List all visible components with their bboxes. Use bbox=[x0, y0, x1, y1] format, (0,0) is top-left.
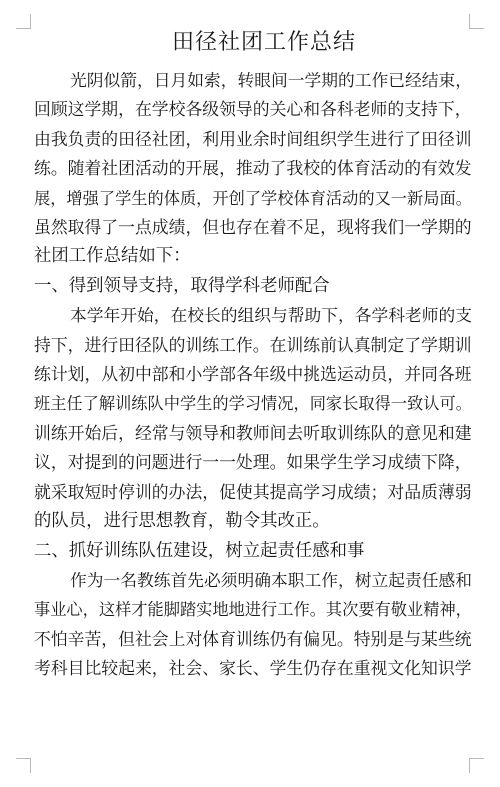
document-title: 田径社团工作总结 bbox=[171, 30, 356, 55]
paragraph-line: 就采取短时停训的办法，促使其提高学习成绩；对品质薄弱 bbox=[34, 481, 472, 502]
paragraph-line: 练计划，从初中部和小学部各年级中挑选运动员，并同各班 bbox=[34, 364, 472, 385]
section-heading-2: 二、抓好训练队伍建设，树立起责任感和事 bbox=[34, 540, 365, 561]
paragraph-line: 本学年开始，在校长的组织与帮助下，各学科老师的支 bbox=[70, 305, 473, 326]
paragraph-line: 由我负责的田径社团，利用业余时间组织学生进行了田径训 bbox=[34, 128, 472, 149]
section-heading-1: 一、得到领导支持，取得学科老师配合 bbox=[34, 275, 330, 296]
page-corner-mark-top-left bbox=[16, 14, 31, 29]
paragraph-line: 社团工作总结如下： bbox=[34, 246, 191, 267]
intro-paragraph bbox=[34, 66, 474, 272]
paragraph-line: 考科目比较起来，社会、家长、学生仍存在重视文化知识学 bbox=[34, 658, 472, 679]
paragraph-line: 回顾这学期，在学校各级领导的关心和各科老师的支持下， bbox=[34, 99, 472, 120]
paragraph-line: 不怕辛苦，但社会上对体育训练仍有偏见。特别是与某些统 bbox=[34, 628, 472, 649]
paragraph-line: 作为一名教练首先必须明确本职工作，树立起责任感和 bbox=[70, 569, 473, 590]
document-body bbox=[34, 26, 474, 684]
paragraph-line: 虽然取得了一点成绩，但也存在着不足，现将我们一学期的 bbox=[34, 217, 472, 238]
section-2-paragraph bbox=[34, 566, 474, 684]
paragraph-line: 光阴似箭，日月如索，转眼间一学期的工作已经结束， bbox=[70, 70, 473, 90]
paragraph-line: 事业心，这样才能脚踏实地地进行工作。其次要有敬业精神， bbox=[34, 600, 472, 620]
paragraph-line: 班主任了解训练队中学生的学习情况，同家长取得一致认可。 bbox=[34, 394, 472, 414]
paragraph-line: 练。随着社团活动的开展，推动了我校的体育活动的有效发 bbox=[34, 158, 472, 179]
paragraph-line: 训练开始后，经常与领导和教师间去听取训练队的意见和建 bbox=[34, 422, 472, 443]
paragraph-line: 展，增强了学生的体质，开创了学校体育活动的又一新局面。 bbox=[34, 188, 472, 208]
paragraph-line: 的队员，进行思想教育，勒令其改正。 bbox=[34, 511, 330, 532]
paragraph-line: 议，对提到的问题进行一一处理。如果学生学习成绩下降， bbox=[34, 452, 472, 473]
paragraph-line: 持下，进行田径队的训练工作。在训练前认真制定了学期训 bbox=[34, 334, 472, 355]
page-corner-mark-bottom-right bbox=[469, 758, 484, 773]
page-corner-mark-bottom-left bbox=[16, 758, 31, 773]
section-1-paragraph bbox=[34, 301, 474, 536]
